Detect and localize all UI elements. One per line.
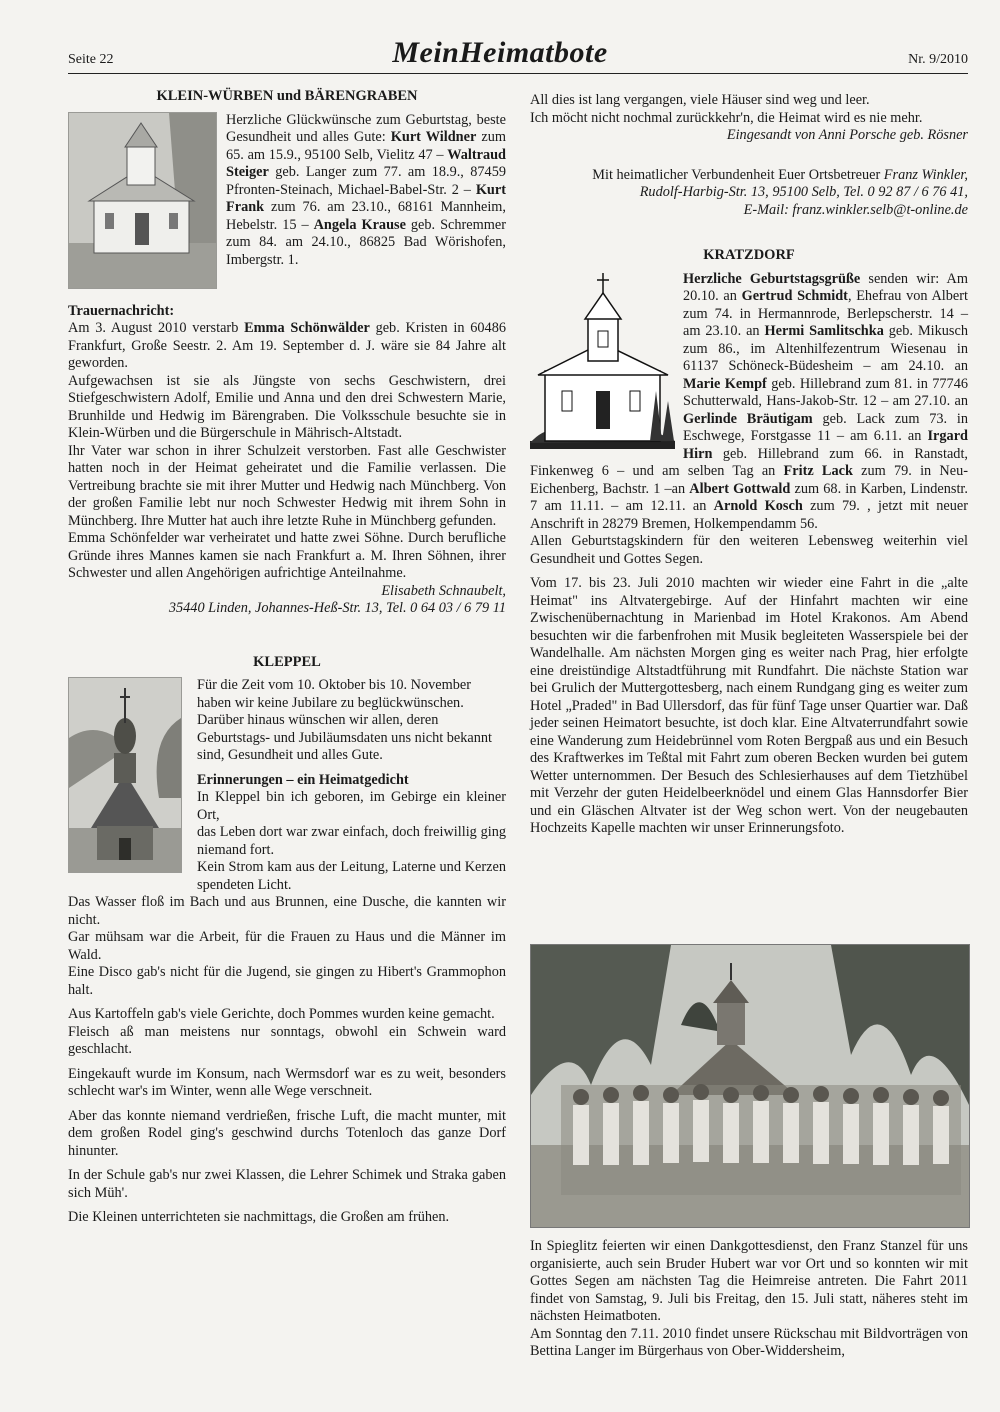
section-heading-klein-wuerben: KLEIN-WÜRBEN und BÄRENGRABEN bbox=[156, 88, 418, 104]
right-column bbox=[530, 92, 968, 838]
section-heading-kleppel: KLEPPEL bbox=[253, 653, 321, 670]
poem-closing-1: All dies ist lang vergangen, viele Häuser sind weg und leer. bbox=[530, 92, 870, 108]
poem-verse-1: In Kleppel bin ich geboren, im Gebirge ein kleiner Ort, bbox=[197, 789, 506, 823]
poem-verse-5: Gar mühsam war die Arbeit, für die Frauen zu Haus und die Männer im Wald. bbox=[68, 929, 506, 963]
page-number: Seite 22 bbox=[68, 52, 114, 67]
poem-verse-2: das Leben dort war zwar einfach, doch freiwillig ging niemand fort. bbox=[197, 824, 506, 858]
group-photo-chapel bbox=[530, 944, 970, 1228]
regards-text: Mit heimatlicher Verbundenheit Euer Ortsbetreuer Franz Winkler, bbox=[592, 166, 968, 183]
section-heading-kratzdorf: KRATZDORF bbox=[703, 247, 795, 263]
mourning-paragraph-2: Aufgewachsen ist sie als Jüngste von sechs Geschwistern, drei Stiefgeschwistern Adolf, Emilie und Anna und den drei Schwestern Marie, Brunhilde und Hedwig im Bärengraben. Die Volksschule besuchte sie in Klein-Würben und die Bürgerschule in Mährisch-Altstadt. bbox=[68, 372, 506, 441]
poem-verse-12: Die Kleinen unterrichteten sie nachmittags, die Großen am frühen. bbox=[68, 1209, 450, 1225]
contact-address: Rudolf-Harbig-Str. 13, 95100 Selb, Tel. 0 92 87 / 6 76 41, bbox=[639, 184, 968, 200]
poem-verse-4: Das Wasser floß im Bach und aus Brunnen, eine Dusche, die kannten wir nicht. bbox=[68, 894, 506, 928]
issue-number: Nr. 9/2010 bbox=[908, 52, 968, 67]
mourning-paragraph-4: Emma Schönfelder war verheiratet und hatte zwei Söhne. Durch berufliche Gründe ihres Mannes kamen sie nach Frankfurt a. M. Ihren Söhnen, ihrer Schwester und allen Angehörigen aufrichtige Anteilnahme. bbox=[68, 530, 506, 581]
poem-verse-7: Aus Kartoffeln gab's viele Gerichte, doch Pommes wurden keine gemacht. bbox=[68, 1006, 495, 1022]
review-announcement: Am Sonntag den 7.11. 2010 findet unsere Rückschau mit Bildvorträgen von Bettina Langer im Bürgerhaus von Ober-Widdersheim, bbox=[530, 1325, 968, 1359]
signature-address: 35440 Linden, Johannes-Heß-Str. 13, Tel. 0 64 03 / 6 79 11 bbox=[168, 600, 506, 616]
poem-verse-11: In der Schule gab's nur zwei Klassen, die Lehrer Schimek und Straka gaben sich Müh'. bbox=[68, 1167, 506, 1201]
trip-report: Vom 17. bis 23. Juli 2010 machten wir wieder eine Fahrt in die „alte Heimat" ins Altvatergebirge. Auf der Hinfahrt machten wir eine Zwischenübernachtung in Marienbad im Hotel Krakonos. Am Abend besuchten wir die farbenfrohen mit Musik begleiteten Wasserspiele bei der Wandelhalle. Am nächsten Morgen ging es weiter nach Prag, hier erfolgte eine dreistündige Altstadtführung mit Rundfahrt. Die nächste Station war bei Grulich der Muttergottesberg, nach einem Rundgang ging es weiter zum Hotel „Praded" in Bad Ullersdorf, das für fünf Tage unser Quartier war. Daß jeder seinen Heimatort besuchte, ist doch klar. Eine Altvaterrundfahrt sowie eine Wanderung zum Heidebrünnel vom Roten Bergpaß aus und ein Besuch des Kraftwerkes im Teßtal mit Fahrt zum oberen Becken wurden bei gutem Wetter unternommen. Der Besuch des Schlesierhauses auf dem Tietzhübel mit Verzehr der guten Heidelbeerknödel und einem Glas Hannsdorfer Bier und ein Gläschen Altvater ist der Weg schon wert. Von der neugebauten Hochzeits Kapelle machten wir unser Erinnerungsfoto. bbox=[530, 575, 968, 836]
header-rule bbox=[68, 73, 968, 74]
poem-title: Erinnerungen – ein Heimatgedicht bbox=[197, 771, 409, 788]
left-column bbox=[68, 88, 506, 1227]
chapel-photo-klein-wuerben bbox=[68, 112, 217, 289]
kleppel-intro: Für die Zeit vom 10. Oktober bis 10. November haben wir keine Jubilare zu beglückwünschen. Darüber hinaus wünschen wir allen, deren Geburtstags- und Jubiläumsdaten uns nicht bekannt sind, Gesundheit und alles Gute. bbox=[197, 677, 493, 763]
greeting-text-klein-wuerben: Herzliche Glückwünsche zum Geburtstag, beste Gesundheit und alles Gute: Kurt Wildner zum 65. am 15.9., 95100 Selb, Vielitz 47 – Waltraud Steiger geb. Langer zum 77. am 18.9., 87459 Pfronten-Steinach, Michael-Babel-Str. 2 – Kurt Frank zum 76. am 23.10., 68161 Mannheim, Hebelstr. 15 – Angela Krause geb. Schremmer zum 84. am 24.10., 86825 Bad Wörishofen, Imbergstr. 1. bbox=[226, 111, 506, 268]
poem-verse-6: Eine Disco gab's nicht für die Jugend, sie gingen zu Hibert's Grammophon halt. bbox=[68, 964, 506, 998]
mourning-text: Am 3. August 2010 verstarb Emma Schönwälder geb. Kristen in 60486 Frankfurt, Große Seestr. 2. Am 19. September d. J. wäre sie 84 Jahre alt geworden. bbox=[68, 320, 507, 371]
kratzdorf-birthday-text: Herzliche Geburtstagsgrüße senden wir: Am 20.10. an Gertrud Schmidt, Ehefrau von Albert zum 74. in Hermannrode, Berlepscherstr. 14 – am 23.10. an Hermi Samlitschka geb. Mikusch zum 86., im Altenhilfezentrum Wiesenau in 61137 Schöneck-Büdesheim – am 24.10. an Marie Kempf geb. Hillebrand zum 81. in 77746 Schutterwald, Hans-Jakob-Str. 12 – am 27.10. an Gerlinde Bräutigam geb. Lack zum 73. in Eschwege, Forstgasse 11 – am 6.11. an Irgard Hirn geb. Hillebrand zum 66. in Ranstadt, Finkenweg 6 – und am selben Tag an Fritz Lack zum 79. in Neu-Eichenberg, Bachstr. 1 –an Albert Gottwald zum 68. in Karben, Lindenstr. 7 am 11.11. – am 12.11. an Arnold Kosch zum 79. , jetzt mit neuer Anschrift in 28279 Bremen, Holkempendamm 56. bbox=[530, 270, 969, 532]
poem-verse-10: Aber das konnte niemand verdrießen, frische Luft, die macht munter, mit dem großen Rodel ging's geschwind durchs Totenloch das ganze Dorf hinunter. bbox=[68, 1107, 506, 1159]
wooden-chapel-photo-kleppel bbox=[68, 677, 182, 873]
right-column-bottom bbox=[530, 1238, 968, 1361]
poem-verse-8: Fleisch aß man meistens nur sonntags, obwohl ein Schwein ward geschlacht. bbox=[68, 1023, 506, 1057]
kratzdorf-wishes: Allen Geburtstagskindern für den weiteren Lebensweg weiterhin viel Gesundheit und Gottes Segen. bbox=[530, 533, 968, 567]
newspaper-title: MeinHeimatbote bbox=[392, 36, 608, 69]
poem-verse-9: Eingekauft wurde im Konsum, nach Wermsdorf war es zu weit, besonders schlecht war's im Winter, wenn alle Wege verschneit. bbox=[68, 1065, 506, 1099]
poem-verse-3: Kein Strom kam aus der Leitung, Laterne und Kerzen spendeten Licht. bbox=[197, 859, 506, 893]
submitted-by: Eingesandt von Anni Porsche geb. Rösner bbox=[726, 127, 968, 143]
mourning-paragraph-3: Ihr Vater war schon in ihrer Schulzeit verstorben. Fast alle Geschwister hatten noch in der Heimat geheiratet und die Familie verlassen. Die Vertreibung brachte sie mit ihrer Mutter und Hedwig nach Münchberg. Von der großen Familie lebt nur noch Schwester Hedwig mit ihrem Sohn in Münchberg. Ihre Mutter hat auch ihre letzte Ruhe in Münchberg gefunden. bbox=[68, 442, 506, 529]
mourning-heading: Trauernachricht: bbox=[68, 302, 175, 319]
contact-email: E-Mail: franz.winkler.selb@t-online.de bbox=[743, 201, 968, 218]
thanksgiving-text: In Spieglitz feierten wir einen Dankgottesdienst, den Franz Stanzel für uns organisierte, auch sein Bruder Hubert war vor Ort und so konnten wir mit Gottes Segen am nächsten Tag die Heimreise antreten. Die Fahrt 2011 findet von Samstag, 9. Juli bis Freitag, den 15. Juli statt, näheres steht im nächsten Heimatboten. bbox=[530, 1238, 968, 1324]
signature-name: Elisabeth Schnaubelt, bbox=[381, 582, 506, 599]
chapel-drawing-kratzdorf bbox=[530, 271, 675, 451]
poem-closing-2: Ich möcht nicht nochmal zurückkehr'n, die Heimat wird es nie mehr. bbox=[530, 109, 923, 126]
